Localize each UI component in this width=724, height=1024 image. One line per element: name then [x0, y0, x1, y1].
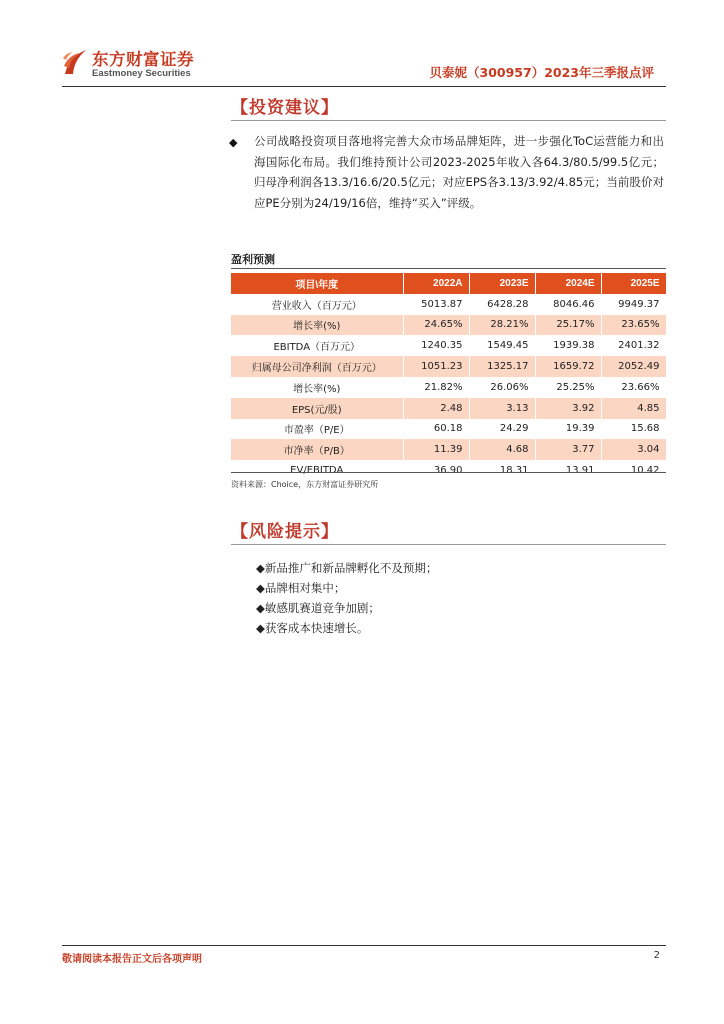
table-cell: 1549.45 — [469, 335, 535, 356]
footer-disclaimer: 敬请阅读本报告正文后各项声明 — [62, 954, 202, 965]
table-cell: 2401.32 — [601, 335, 666, 356]
risk-title-underline — [231, 544, 666, 545]
table-cell: 18.31 — [469, 460, 535, 481]
table-cell: 2.48 — [403, 398, 469, 419]
table-cell: 2052.49 — [601, 356, 666, 377]
table-cell: 24.29 — [469, 419, 535, 440]
table-cell: 11.39 — [403, 439, 469, 460]
table-cell: 3.13 — [469, 398, 535, 419]
list-item: ◆获客成本快速增长。 — [256, 621, 369, 635]
forecast-table — [231, 273, 667, 481]
table-cell: 3.92 — [535, 398, 601, 419]
header-2023e: 2023E — [469, 273, 535, 294]
table-cell: 28.21% — [469, 315, 535, 336]
row-label: 增长率(%) — [231, 377, 403, 398]
report-title: 贝泰妮（300957）2023年三季报点评 — [429, 65, 654, 80]
table-cell: 23.65% — [601, 315, 666, 336]
table-row — [231, 294, 666, 315]
table-bottom-rule — [231, 472, 666, 473]
table-cell: 25.17% — [535, 315, 601, 336]
logo-chinese-name: 东方财富证券 — [92, 50, 194, 69]
row-label: EBITDA（百万元） — [231, 335, 403, 356]
table-cell: 21.82% — [403, 377, 469, 398]
table-cell: 26.06% — [469, 377, 535, 398]
row-label: 市盈率（P/E） — [231, 419, 403, 440]
table-cell: 1240.35 — [403, 335, 469, 356]
table-row — [231, 398, 666, 419]
forecast-header-row — [231, 273, 666, 294]
row-label: 归属母公司净利润（百万元） — [231, 356, 403, 377]
table-row — [231, 335, 666, 356]
table-cell: 24.65% — [403, 315, 469, 336]
table-row — [231, 460, 666, 481]
row-label: 市净率（P/B） — [231, 439, 403, 460]
table-cell: 4.85 — [601, 398, 666, 419]
table-cell: 60.18 — [403, 419, 469, 440]
table-cell: 19.39 — [535, 419, 601, 440]
eastmoney-logo-icon — [62, 48, 88, 78]
table-cell: 1659.72 — [535, 356, 601, 377]
table-source-note: 资料来源：Choice，东方财富证券研究所 — [231, 480, 379, 489]
row-label: 增长率(%) — [231, 315, 403, 336]
header-divider — [62, 86, 666, 87]
header-2025e: 2025E — [601, 273, 666, 294]
list-item: ◆新品推广和新品牌孵化不及预期； — [256, 561, 438, 575]
footer-divider — [62, 945, 666, 946]
table-row — [231, 377, 666, 398]
table-cell: 1939.38 — [535, 335, 601, 356]
table-cell: 1325.17 — [469, 356, 535, 377]
logo-english-name: Eastmoney Securities — [92, 68, 191, 79]
table-row — [231, 419, 666, 440]
table-cell: 5013.87 — [403, 294, 469, 315]
table-cell: 23.66% — [601, 377, 666, 398]
page-number: 2 — [653, 950, 660, 961]
table-cell: 3.77 — [535, 439, 601, 460]
row-label: EPS(元/股) — [231, 398, 403, 419]
header-2022a: 2022A — [403, 273, 469, 294]
table-cell: 36.90 — [403, 460, 469, 481]
table-cell: 15.68 — [601, 419, 666, 440]
investment-title-underline — [231, 120, 666, 121]
table-row — [231, 439, 666, 460]
risk-section-title: 【风险提示】 — [231, 522, 339, 542]
caption-divider — [231, 268, 666, 269]
table-cell: 13.91 — [535, 460, 601, 481]
table-cell: 8046.46 — [535, 294, 601, 315]
row-label: EV/EBITDA — [231, 460, 403, 481]
list-item: ◆敏感肌赛道竞争加剧； — [256, 601, 380, 615]
diamond-bullet-icon: ◆ — [229, 136, 238, 149]
row-label: 营业收入（百万元） — [231, 294, 403, 315]
table-cell: 25.25% — [535, 377, 601, 398]
investment-section-title: 【投资建议】 — [231, 98, 339, 118]
forecast-table-caption: 盈利预测 — [231, 253, 275, 266]
table-cell: 4.68 — [469, 439, 535, 460]
header-item-year: 项目\年度 — [231, 273, 403, 294]
company-logo — [62, 46, 212, 86]
investment-paragraph: 公司战略投资项目落地将完善大众市场品牌矩阵，进一步强化ToC运营能力和出海国际化布局。我们维持预计公司2023-2025年收入各64.3/80.5/99.5亿元；归母净利润各13.3/16.6/20.5亿元；对应EPS各3.13/3.92/4.85元；当前股价对应PE分别为24/19/16倍，维持“买入”评级。 — [254, 134, 664, 210]
table-cell: 6428.28 — [469, 294, 535, 315]
table-row — [231, 356, 666, 377]
header-2024e: 2024E — [535, 273, 601, 294]
table-row — [231, 315, 666, 336]
table-cell: 9949.37 — [601, 294, 666, 315]
list-item: ◆品牌相对集中； — [256, 581, 346, 595]
risk-list — [256, 558, 437, 638]
table-cell: 10.42 — [601, 460, 666, 481]
table-cell: 3.04 — [601, 439, 666, 460]
table-cell: 1051.23 — [403, 356, 469, 377]
